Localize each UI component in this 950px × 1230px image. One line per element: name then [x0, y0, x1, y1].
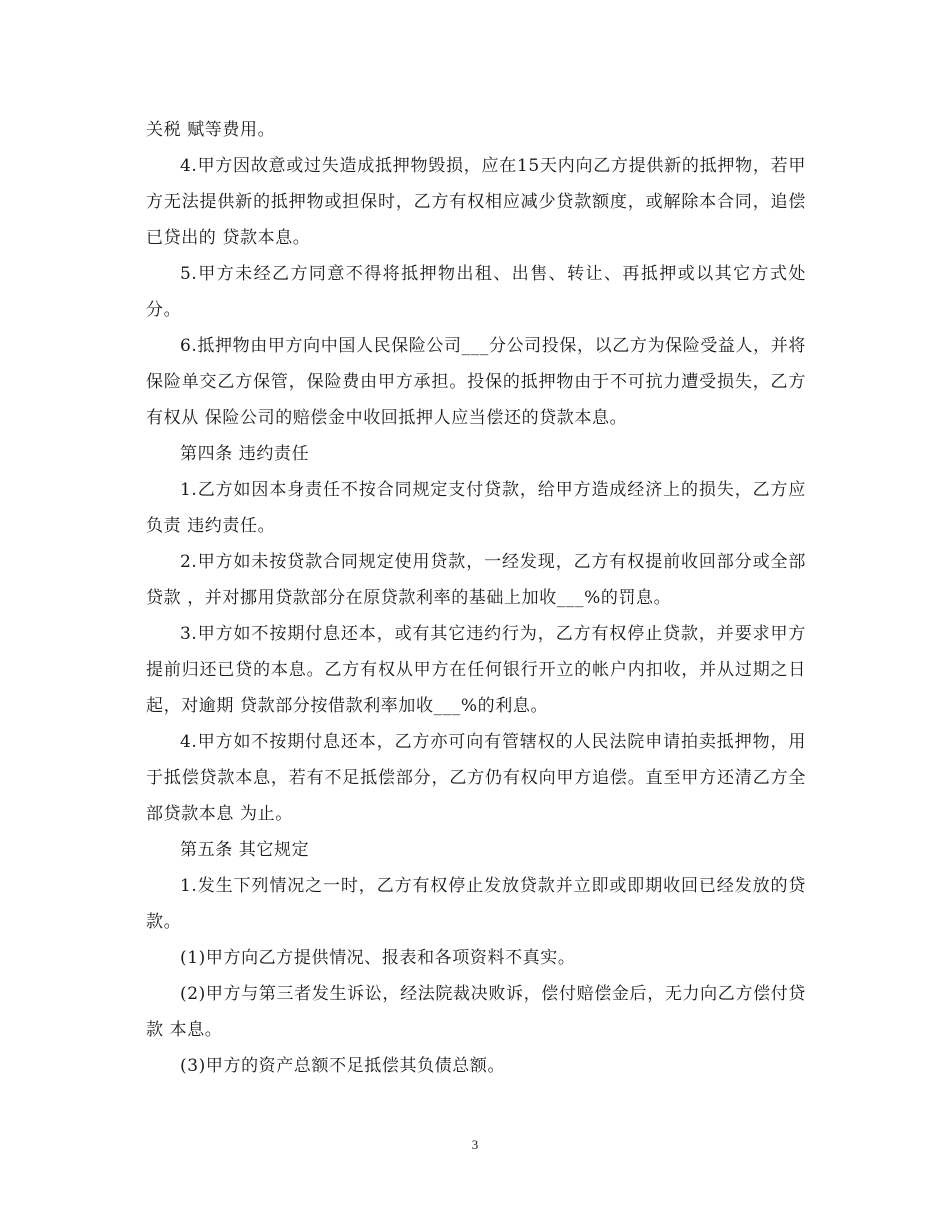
- page-number: 3: [471, 1137, 479, 1152]
- paragraph-clause-3-4: 4.甲方因故意或过失造成抵押物毁损，应在15天内向乙方提供新的抵押物，若甲方无法提供新的抵押物或担保时，乙方有权相应减少贷款额度，或解除本合同，追偿已贷出的 贷款本息。: [146, 156, 806, 248]
- paragraph-item-1: (1)甲方向乙方提供情况、报表和各项资料不真实。: [180, 948, 576, 968]
- paragraph-clause-4-1: 1.乙方如因本身责任不按合同规定支付贷款，给甲方造成经济上的损失，乙方应负责 违约责任。: [146, 480, 806, 536]
- paragraph-clause-3-6: 6.抵押物由甲方向中国人民保险公司___分公司投保，以乙方为保险受益人，并将保险单交乙方保管，保险费由甲方承担。投保的抵押物由于不可抗力遭受损失，乙方有权从 保险公司的赔偿金中收回抵押人应当偿还的贷款本息。: [146, 336, 806, 428]
- paragraph-item-3: (3)甲方的资产总额不足抵偿其负债总额。: [180, 1056, 506, 1076]
- paragraph-continuation: 关税 赋等费用。: [146, 120, 276, 140]
- paragraph-item-2: (2)甲方与第三者发生诉讼，经法院裁决败诉，偿付赔偿金后，无力向乙方偿付贷款 本息。: [146, 984, 806, 1040]
- paragraph-clause-4-2: 2.甲方如未按贷款合同规定使用贷款，一经发现，乙方有权提前收回部分或全部贷款 ，并对挪用贷款部分在原贷款利率的基础上加收___%的罚息。: [146, 552, 806, 608]
- paragraph-clause-4-3: 3.甲方如不按期付息还本，或有其它违约行为，乙方有权停止贷款，并要求甲方提前归还已贷的本息。乙方有权从甲方在任何银行开立的帐户内扣收，并从过期之日起，对逾期 贷款部分按借款利率加收___%的利息。: [146, 624, 806, 716]
- article-heading-5: 第五条 其它规定: [180, 840, 310, 860]
- paragraph-clause-5-1: 1.发生下列情况之一时，乙方有权停止发放贷款并立即或即期收回已经发放的贷款。: [146, 876, 806, 932]
- article-heading-4: 第四条 违约责任: [180, 444, 310, 464]
- paragraph-clause-4-4: 4.甲方如不按期付息还本，乙方亦可向有管辖权的人民法院申请拍卖抵押物，用于抵偿贷款本息，若有不足抵偿部分，乙方仍有权向甲方追偿。直至甲方还清乙方全部贷款本息 为止。: [146, 732, 806, 824]
- document-body: [146, 112, 806, 1084]
- paragraph-clause-3-5: 5.甲方未经乙方同意不得将抵押物出租、出售、转让、再抵押或以其它方式处分。: [146, 264, 806, 320]
